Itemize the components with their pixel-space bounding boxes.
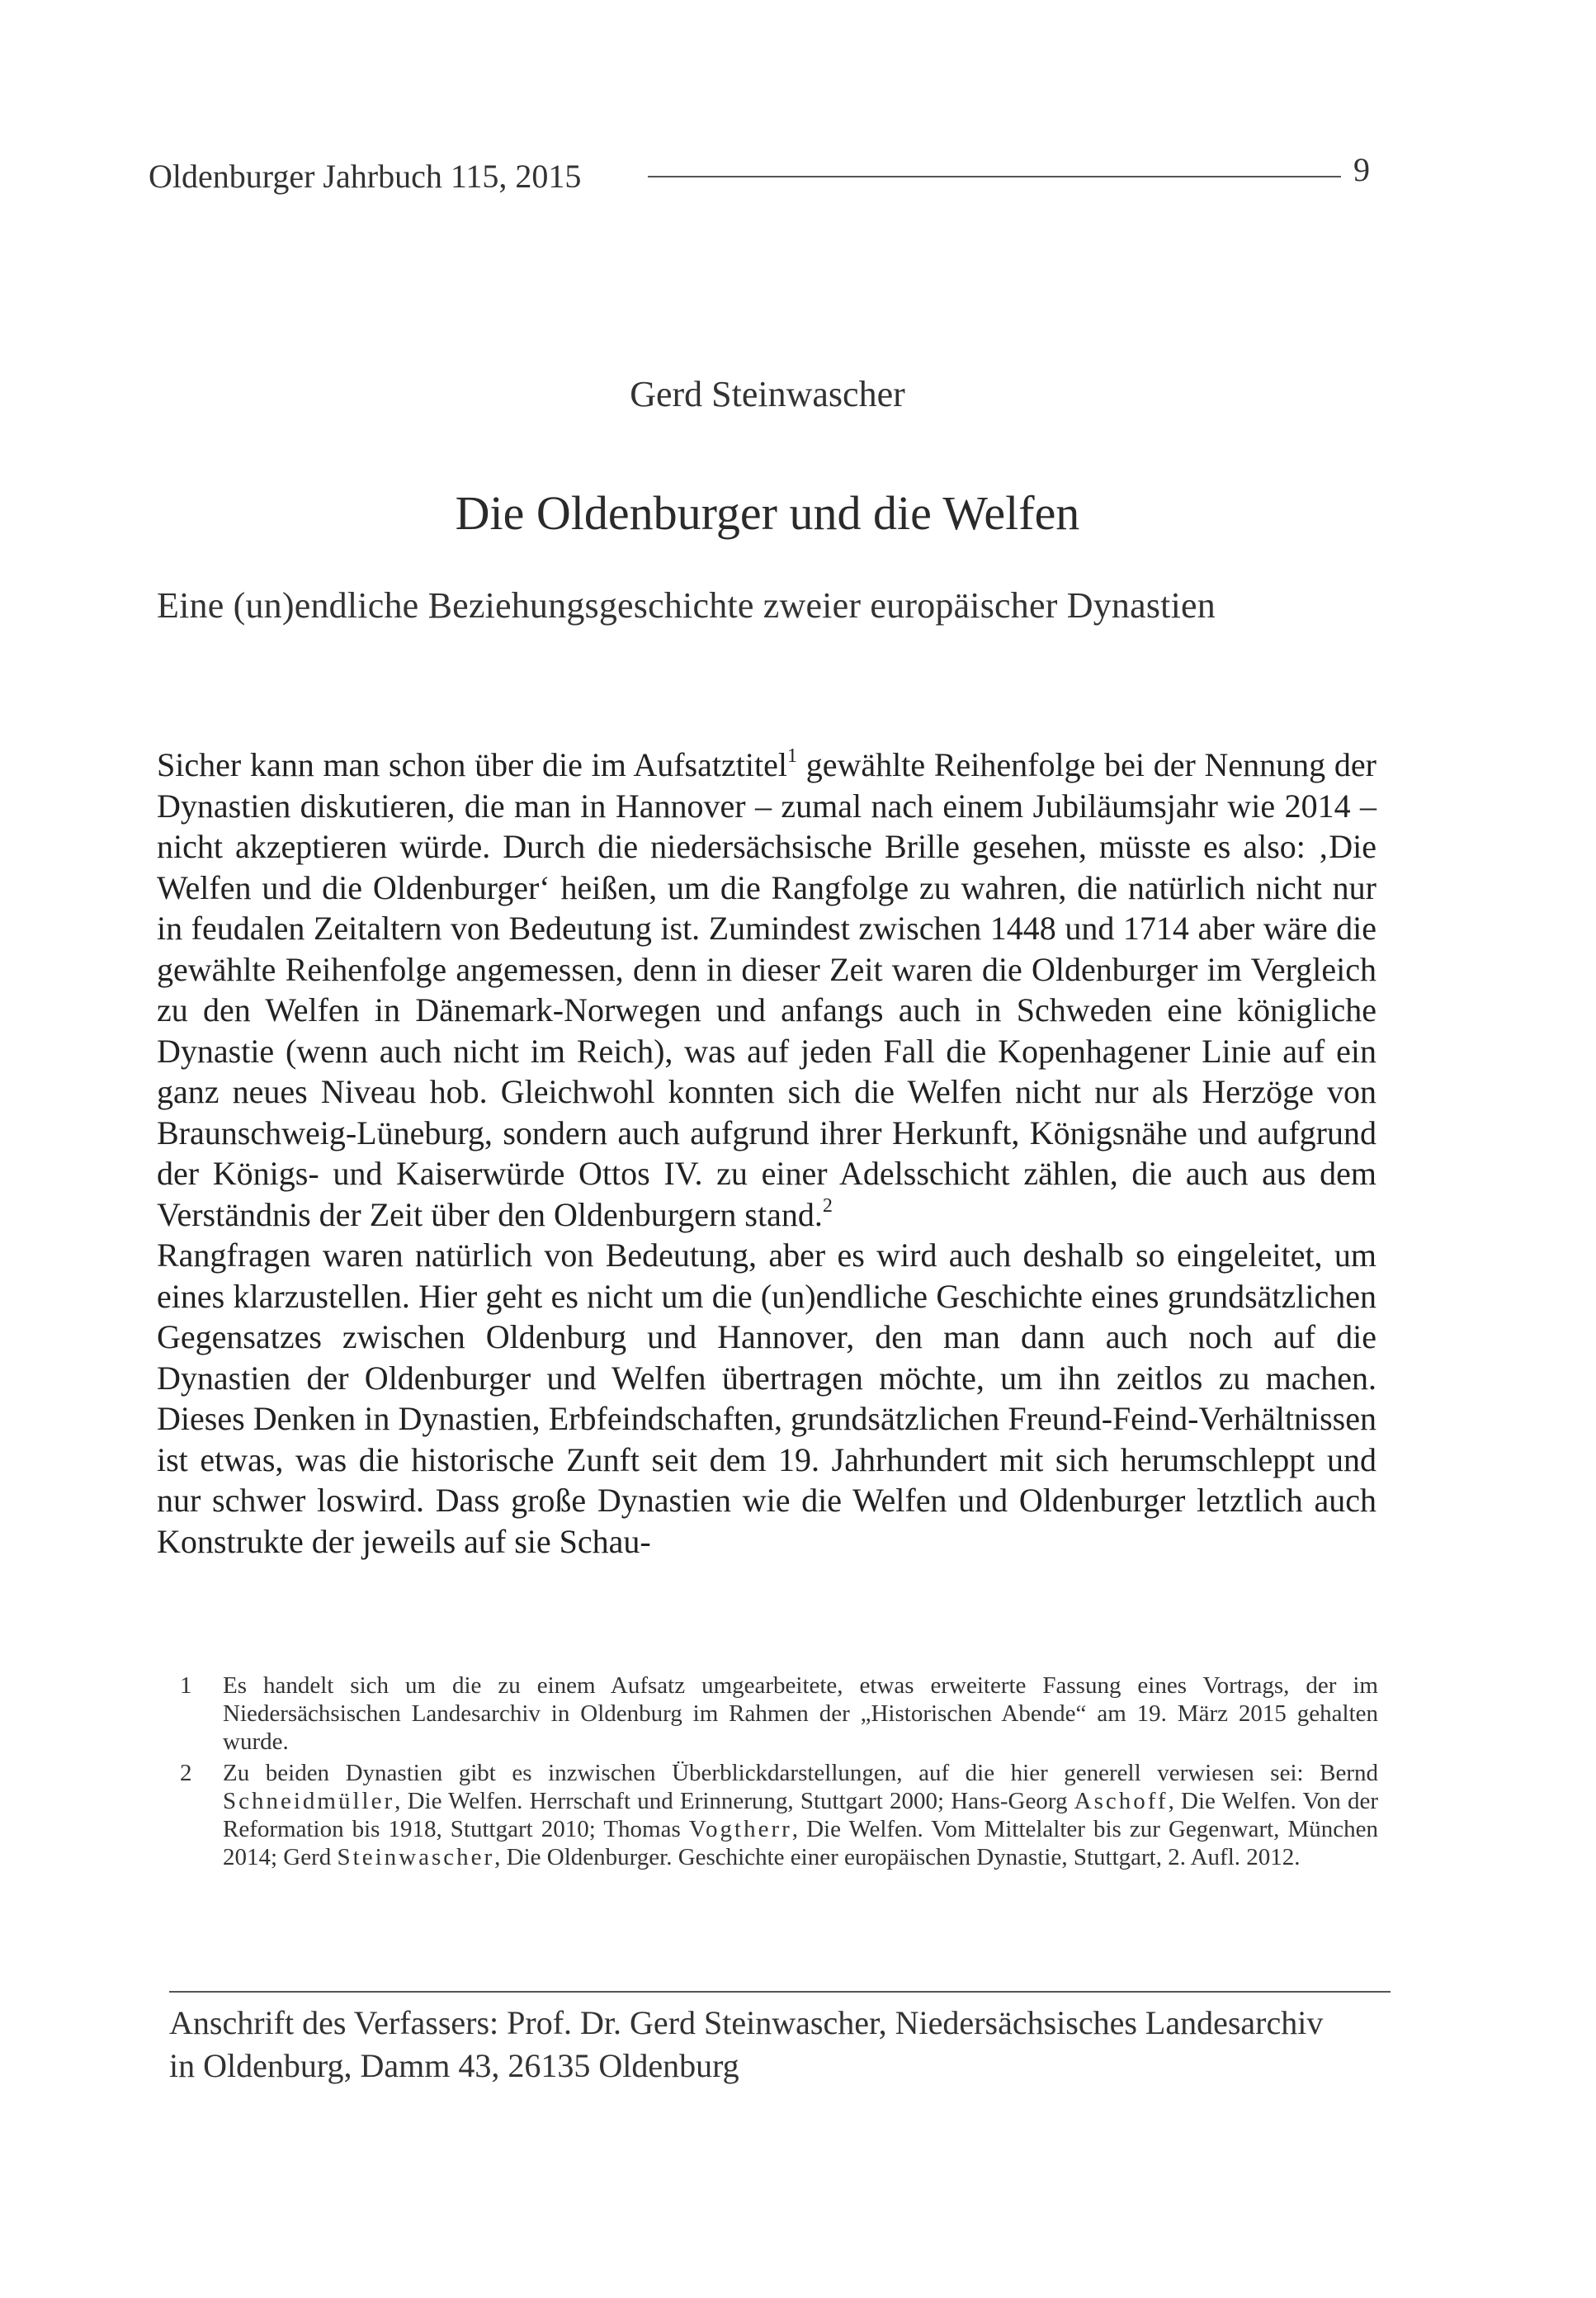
footnote-number: 1 bbox=[180, 1672, 192, 1699]
paragraph-text: Sicher kann man schon über die im Aufsatztitel bbox=[157, 746, 787, 783]
cited-author: Vogtherr bbox=[688, 1816, 792, 1842]
footnotes bbox=[173, 1671, 1378, 1875]
page-number: 9 bbox=[1353, 151, 1370, 188]
article-body bbox=[157, 745, 1376, 1562]
header-rule bbox=[648, 176, 1341, 177]
cited-author: Steinwascher bbox=[337, 1844, 495, 1870]
footnote-ref-2: 2 bbox=[822, 1194, 833, 1217]
address-line-1: Anschrift des Verfassers: Prof. Dr. Gerd Steinwascher, Niedersächsisches Landesarchiv bbox=[169, 2004, 1324, 2041]
author-name: Gerd Steinwascher bbox=[630, 374, 905, 414]
address-line-2: in Oldenburg, Damm 43, 26135 Oldenburg bbox=[169, 2047, 739, 2084]
footnote-text-part: , Die Oldenburger. Geschichte einer europäischen Dynastie, Stuttgart, 2. Aufl. 2012. bbox=[494, 1844, 1301, 1870]
footnote-text-part: , Die Welfen. Von der Reformation bis 1918, Stuttgart 2010; Thomas bbox=[223, 1788, 1378, 1842]
author-address bbox=[169, 2002, 1391, 2088]
journal-name: Oldenburger Jahrbuch 115, 2015 bbox=[149, 158, 582, 195]
cited-author: Schneidmüller bbox=[223, 1788, 395, 1814]
article-subtitle: Eine (un)endliche Beziehungsgeschichte zweier europäischer Dynastien bbox=[157, 585, 1216, 626]
footnote-1 bbox=[173, 1671, 1378, 1756]
footnote-text-part: , Die Welfen. Vom Mittelalter bis zur Gegenwart, München 2014; Gerd bbox=[223, 1816, 1379, 1870]
footnote-text bbox=[223, 1760, 1378, 1870]
article-title: Die Oldenburger und die Welfen bbox=[455, 486, 1080, 540]
paragraph-1 bbox=[157, 745, 1376, 1235]
footnote-number: 2 bbox=[180, 1760, 192, 1786]
address-rule bbox=[169, 1991, 1391, 1993]
footnote-text-part: , Die Welfen. Herrschaft und Erinnerung, Stuttgart 2000; Hans-Georg bbox=[394, 1788, 1074, 1814]
footnote-text-part: Zu beiden Dynastien gibt es inzwischen Überblickdarstellungen, auf die hier generell verwiesen sei: Bernd bbox=[223, 1760, 1378, 1786]
paragraph-2: Rangfragen waren natürlich von Bedeutung, aber es wird auch deshalb so eingeleitet, um eines klarzustellen. Hier geht es nicht um die (un)endliche Geschichte eines grundsätzlichen Gegensatzes zwischen Oldenburg und Hannover, den man dann auch noch auf die Dynastien der Oldenburger und Welfen übertragen möchte, um ihn zeitlos zu machen. Dieses Denken in Dynastien, Erbfeindschaften, grundsätzlichen Freund-Feind-Verhältnissen ist etwas, was die historische Zunft seit dem 19. Jahrhundert mit sich herumschleppt und nur schwer loswird. Dass große Dynastien wie die Welfen und Oldenburger letztlich auch Konstrukte der jeweils auf sie Schau- bbox=[157, 1236, 1376, 1560]
footnote-text: Es handelt sich um die zu einem Aufsatz umgearbeitete, etwas erweiterte Fassung eines Vortrags, der im Niedersächsischen Landesarchiv in Oldenburg im Rahmen der „Historischen Abende“ am 19. März 2015 gehalten wurde. bbox=[223, 1672, 1378, 1755]
paragraph-text: gewählte Reihenfolge bei der Nennung der Dynastien diskutieren, die man in Hannover – zumal nach einem Jubiläumsjahr wie 2014 – nicht akzeptieren würde. Durch die niedersächsische Brille gesehen, müsste es also: ‚Die Welfen und die Oldenburger‘ heißen, um die Rangfolge zu wahren, die natürlich nicht nur in feudalen Zeitaltern von Bedeutung ist. Zumindest zwischen 1448 und 1714 aber wäre die gewählte Reihenfolge angemessen, denn in dieser Zeit waren die Oldenburger im Vergleich zu den Welfen in Dänemark-Norwegen und anfangs auch in Schweden eine königliche Dynastie (wenn auch nicht im Reich), was auf jeden Fall die Kopenhagener Linie auf ein ganz neues Niveau hob. Gleichwohl konnten sich die Welfen nicht nur als Herzöge von Braunschweig-Lüneburg, sondern auch aufgrund ihrer Herkunft, Königsnähe und aufgrund der Königs- und Kaiserwürde Ottos IV. zu einer Adelsschicht zählen, die auch aus dem Verständnis der Zeit über den Oldenburgern stand. bbox=[157, 746, 1376, 1233]
footnote-ref-1: 1 bbox=[786, 745, 797, 768]
footnote-2 bbox=[173, 1759, 1378, 1871]
cited-author: Aschoff bbox=[1074, 1788, 1169, 1814]
